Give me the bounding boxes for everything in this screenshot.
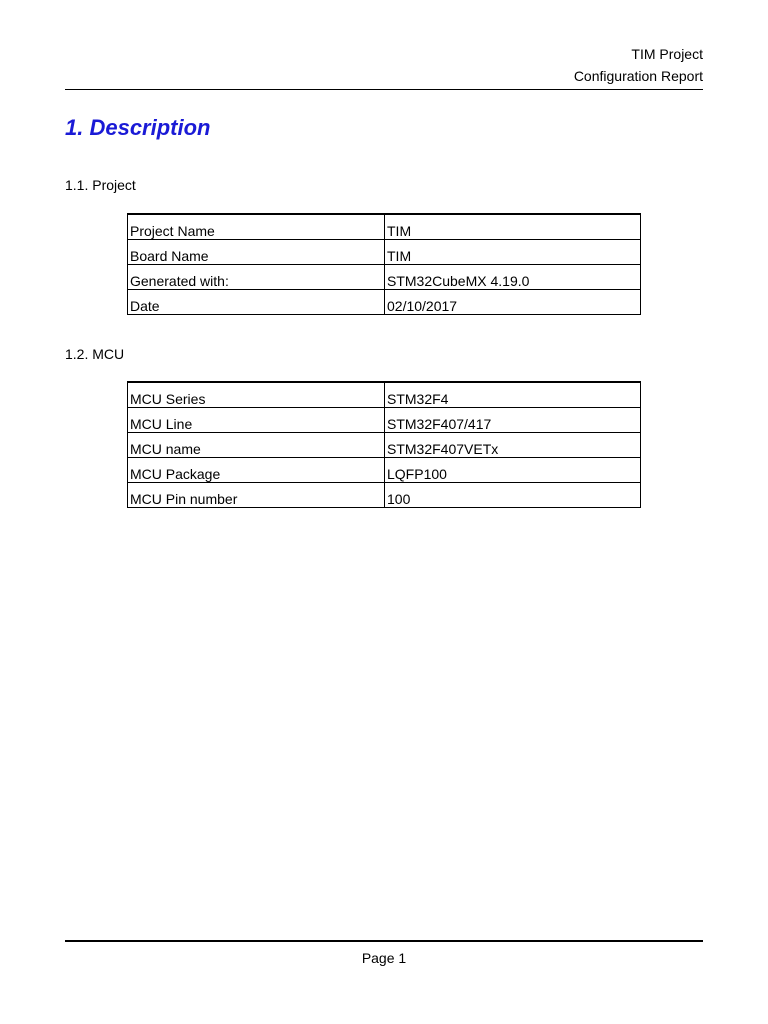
- table-row: [128, 458, 641, 483]
- table-row: [128, 483, 641, 508]
- property-name: MCU Line: [128, 408, 385, 433]
- footer-divider: [65, 940, 703, 942]
- header-project-name: TIM Project: [631, 46, 703, 62]
- property-name: MCU name: [128, 433, 385, 458]
- table-row: [128, 265, 641, 290]
- property-value: TIM: [385, 240, 641, 265]
- header-divider: [65, 89, 703, 90]
- property-name: MCU Series: [128, 382, 385, 408]
- table-row: [128, 290, 641, 315]
- header-report-title: Configuration Report: [573, 68, 703, 84]
- property-name: Project Name: [128, 214, 385, 240]
- property-value: STM32F407VETx: [385, 433, 641, 458]
- section-heading-project: 1.1. Project: [65, 177, 136, 193]
- property-value: LQFP100: [385, 458, 641, 483]
- property-value: STM32F407/417: [385, 408, 641, 433]
- property-value: 02/10/2017: [385, 290, 641, 315]
- table-row: [128, 408, 641, 433]
- page-title: 1. Description: [65, 115, 211, 140]
- property-name: Board Name: [128, 240, 385, 265]
- table-row: [128, 433, 641, 458]
- section-heading-mcu: 1.2. MCU: [65, 346, 125, 362]
- mcu-info-table: [127, 381, 641, 508]
- property-name: MCU Pin number: [128, 483, 385, 508]
- project-info-table: [127, 213, 641, 315]
- table-row: [128, 240, 641, 265]
- property-name: Date: [128, 290, 385, 315]
- property-value: TIM: [385, 214, 641, 240]
- property-name: MCU Package: [128, 458, 385, 483]
- table-row: [128, 382, 641, 408]
- property-value: 100: [385, 483, 641, 508]
- property-value: STM32F4: [385, 382, 641, 408]
- page-number: Page 1: [361, 950, 407, 966]
- table-row: [128, 214, 641, 240]
- property-value: STM32CubeMX 4.19.0: [385, 265, 641, 290]
- property-name: Generated with:: [128, 265, 385, 290]
